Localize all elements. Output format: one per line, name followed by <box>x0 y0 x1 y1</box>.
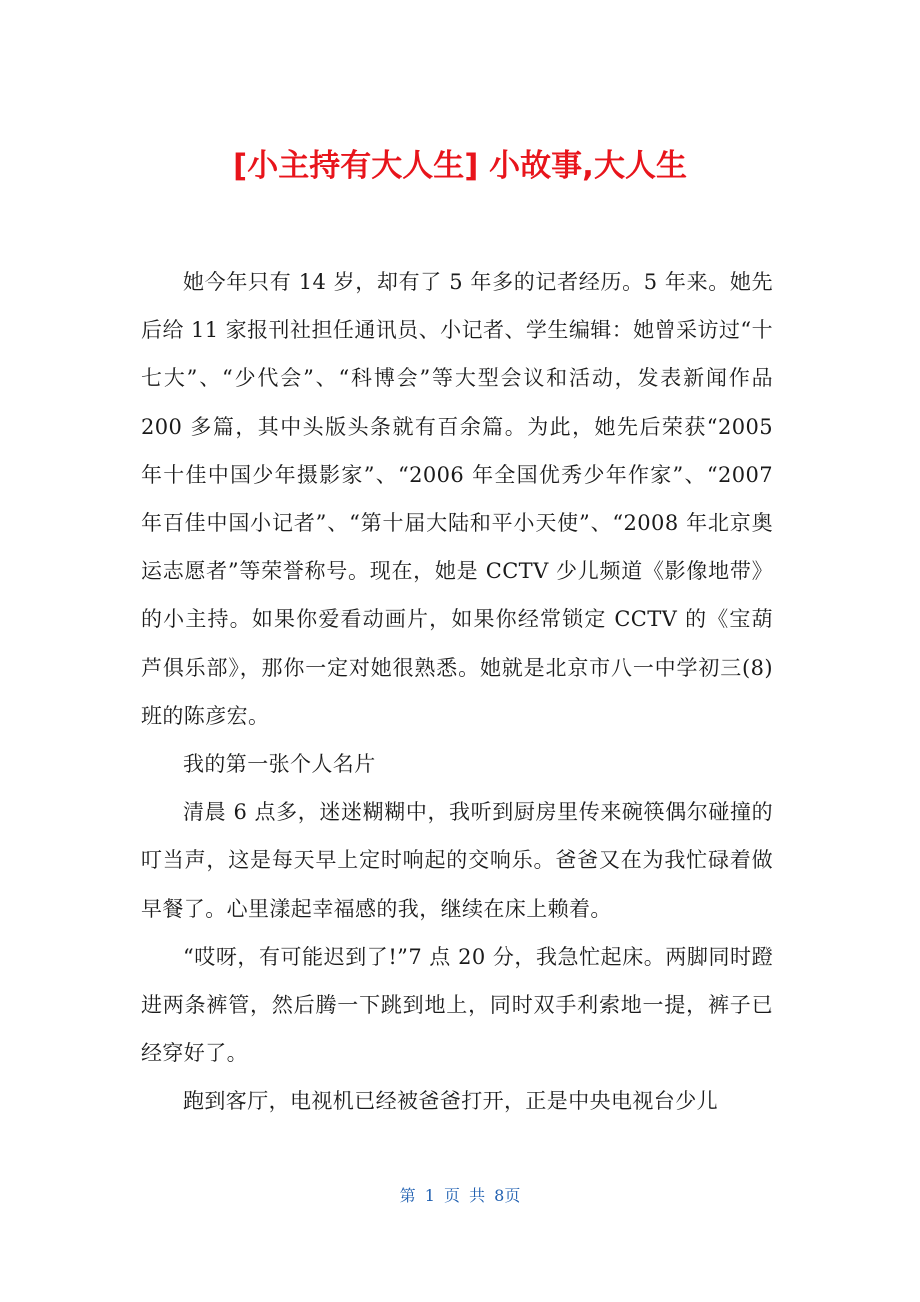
document-body <box>141 258 773 1126</box>
paragraph-intro: 她今年只有 14 岁，却有了 5 年多的记者经历。5 年来。她先后给 11 家报刊社担任通讯员、小记者、学生编辑：她曾采访过“十七大”、“少代会”、“科博会”等大型会议和活动，发表新闻作品 200 多篇，其中头版头条就有百余篇。为此，她先后荣获“2005 年十佳中国少年摄影家”、“2006 年全国优秀少年作家”、“2007 年百佳中国小记者”、“第十届大陆和平小天使”、“2008 年北京奥运志愿者”等荣誉称号。现在，她是 CCTV 少儿频道《影像地带》的小主持。如果你爱看动画片，如果你经常锁定 CCTV 的《宝葫芦俱乐部》，那你一定对她很熟悉。她就是北京市八一中学初三(8)班的陈彦宏。 <box>141 270 773 728</box>
section-heading: 我的第一张个人名片 <box>183 752 376 777</box>
page-footer: 第 1 页 共 8页 <box>399 1186 521 1205</box>
paragraph-late: “哎呀，有可能迟到了!”7 点 20 分，我急忙起床。两脚同时蹬进两条裤管，然后腾一下跳到地上，同时双手利索地一提，裤子已经穿好了。 <box>141 944 773 1066</box>
paragraph-living-room: 跑到客厅，电视机已经被爸爸打开，正是中央电视台少儿 <box>183 1089 718 1114</box>
document-title: [小主持有大人生] 小故事,大人生 <box>233 148 687 184</box>
paragraph-morning: 清晨 6 点多，迷迷糊糊中，我听到厨房里传来碗筷偶尔碰撞的叮当声，这是每天早上定时响起的交响乐。爸爸又在为我忙碌着做早餐了。心里漾起幸福感的我，继续在床上赖着。 <box>141 800 773 921</box>
